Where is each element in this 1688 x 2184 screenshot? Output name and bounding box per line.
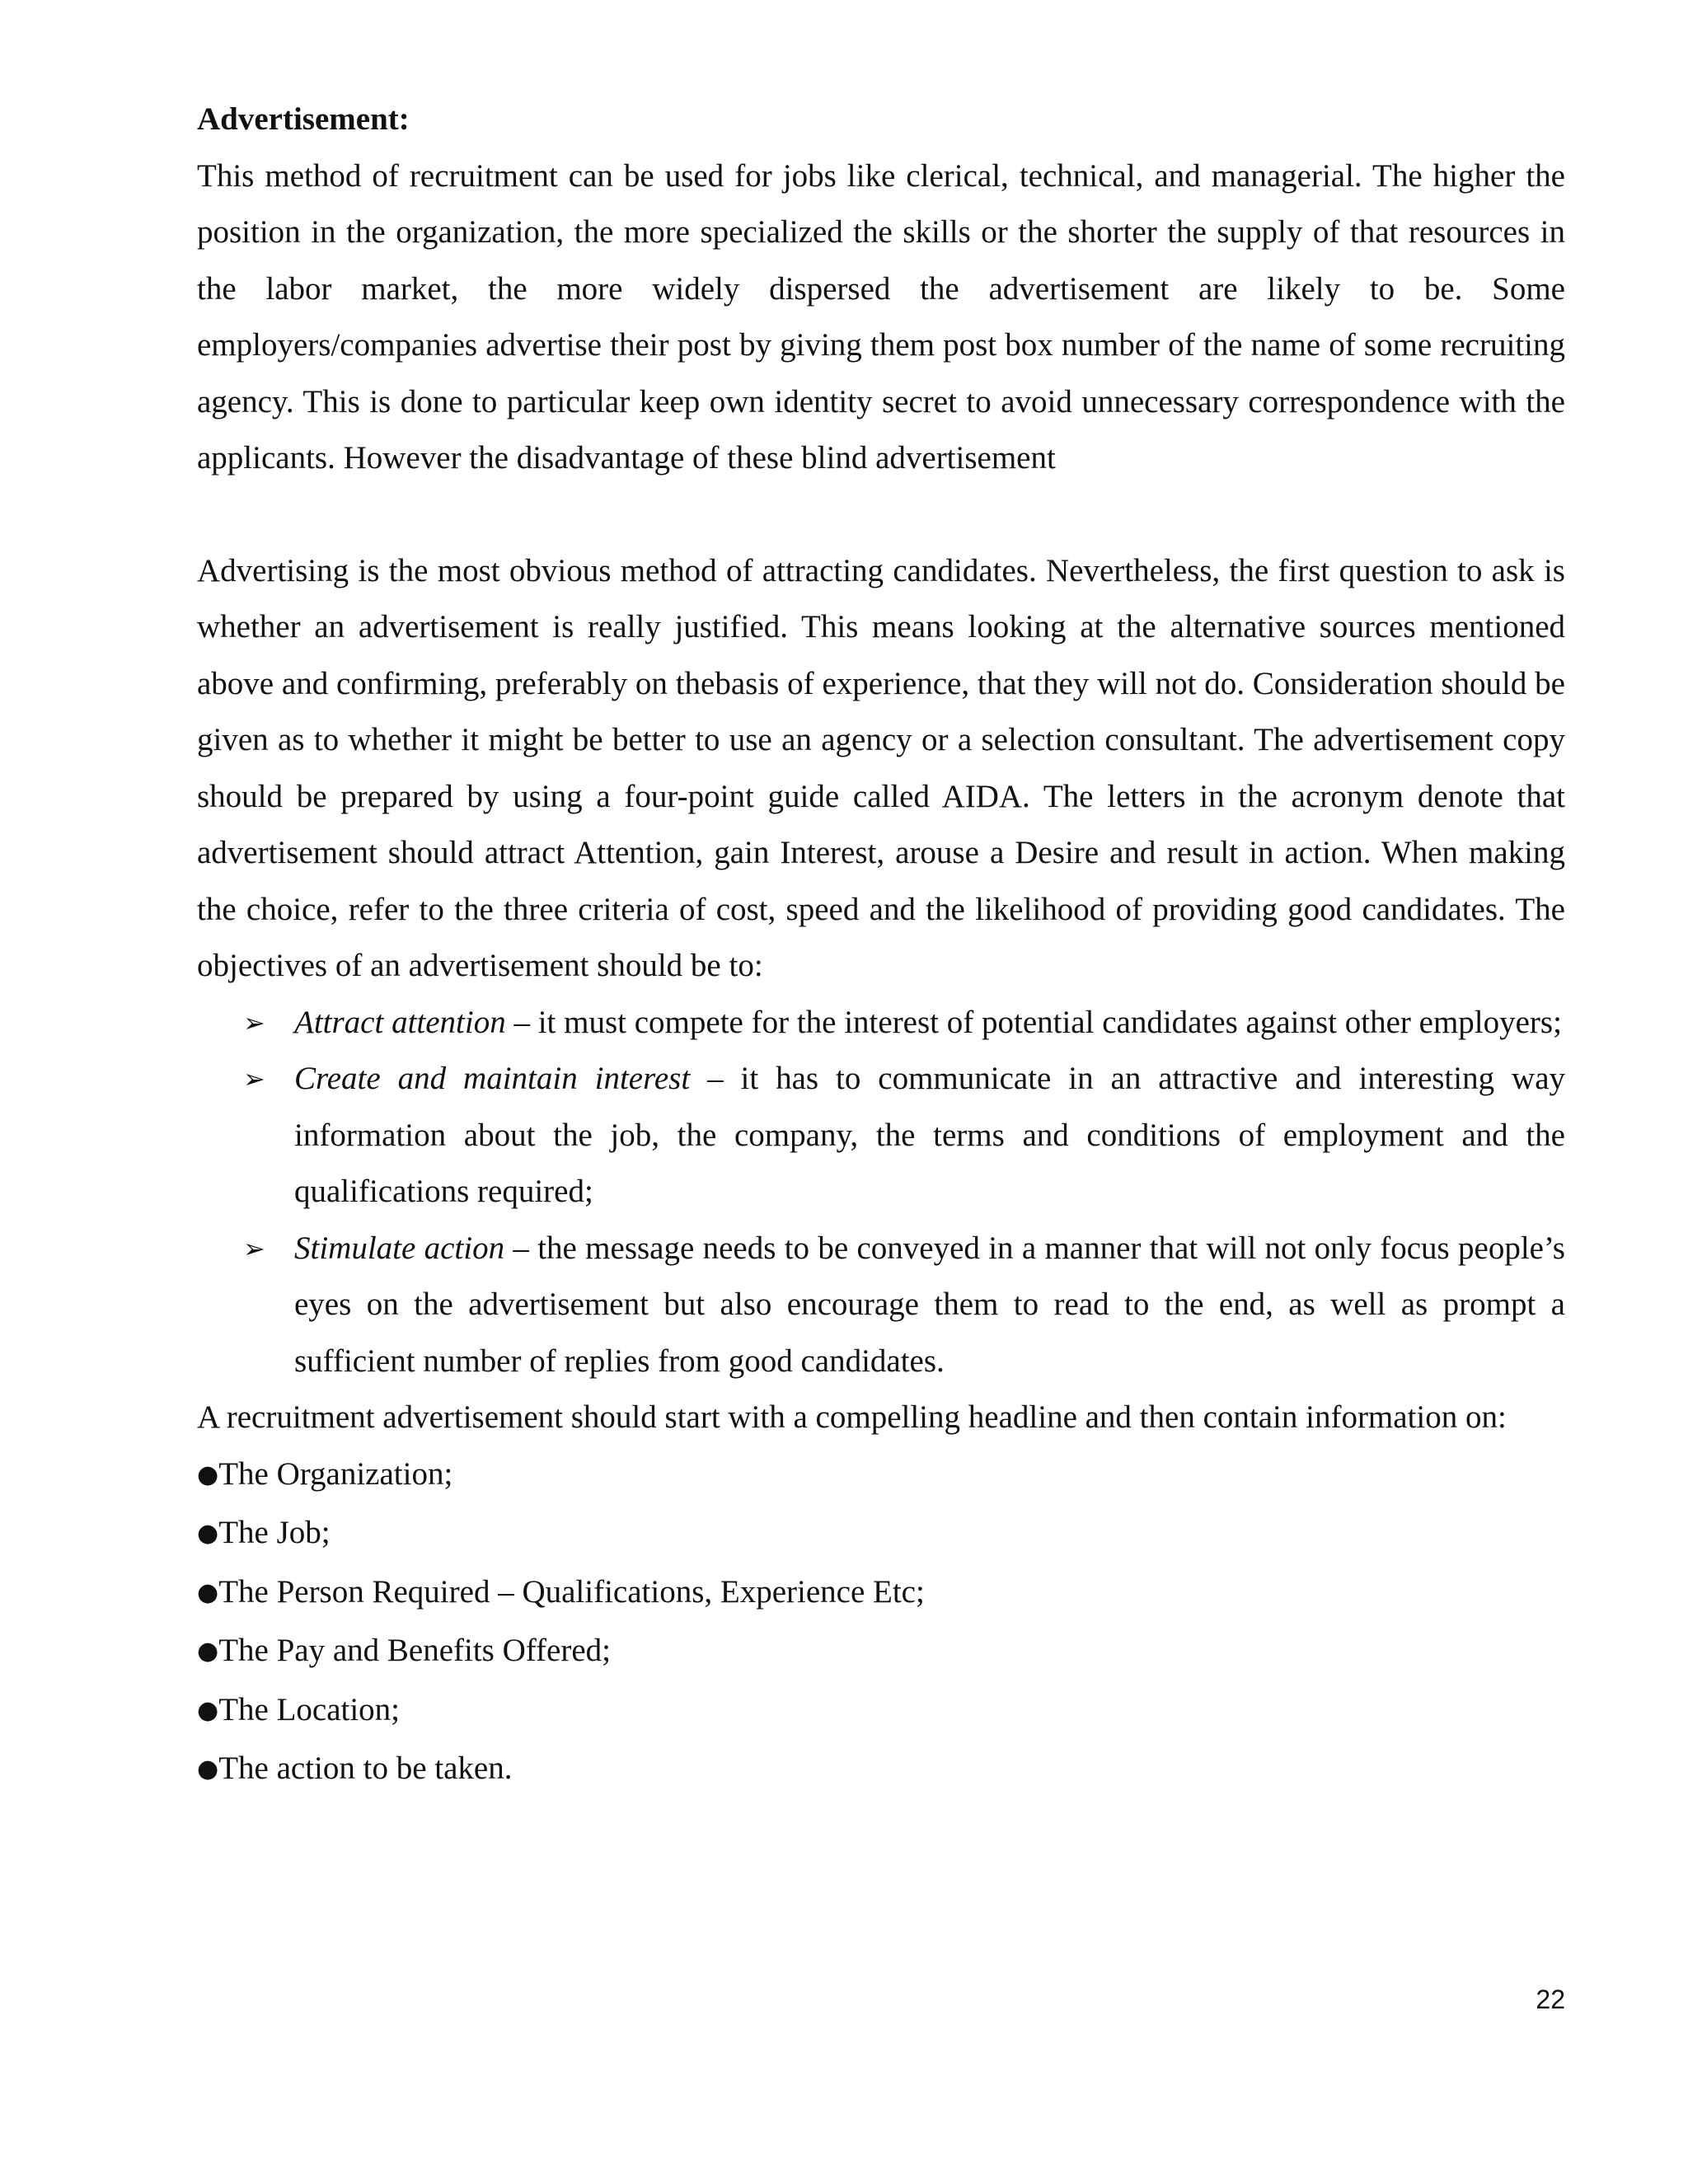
objective-term: Attract attention bbox=[294, 1004, 506, 1040]
objective-text: – it must compete for the interest of potential candidates against other employers; bbox=[505, 1004, 1562, 1040]
objective-term: Stimulate action bbox=[294, 1230, 505, 1266]
paragraph-advertisement-contents: A recruitment advertisement should start with a compelling headline and then contain information on: bbox=[197, 1399, 1507, 1435]
arrow-bullet-icon: ➢ bbox=[243, 1006, 265, 1038]
information-item bbox=[197, 1623, 1565, 1682]
information-item-text: The Pay and Benefits Offered; bbox=[218, 1633, 611, 1668]
information-item bbox=[197, 1446, 1565, 1506]
information-item-text: The Person Required – Qualifications, Experience Etc; bbox=[218, 1573, 925, 1610]
arrow-bullet-icon: ➢ bbox=[243, 1232, 265, 1264]
objective-item bbox=[197, 1221, 1565, 1390]
objectives-list bbox=[197, 995, 1565, 1390]
objective-item bbox=[197, 995, 1565, 1052]
information-item bbox=[197, 1505, 1565, 1564]
paragraph-method-description: This method of recruitment can be used for jobs like clerical, technical, and managerial. The higher the position in the organization, the more specialized the skills or the shorter the supply of that resources in the labor market, the more widely dispersed the advertisement are likely to be. Some employers/companies advertise their post by giving them post box number of the name of some recruiting agency. This is done to particular keep own identity secret to avoid unnecessary correspondence with the applicants. However the disadvantage of these blind advertisement bbox=[197, 157, 1565, 476]
section-heading: Advertisement: bbox=[197, 101, 410, 137]
dot-bullet-icon: ● bbox=[197, 1460, 219, 1489]
arrow-bullet-icon: ➢ bbox=[243, 1063, 265, 1094]
paragraph-advertising-aida: Advertising is the most obvious method of attracting candidates. Nevertheless, the first question to ask is whether an advertisement is really justified. This means looking at the alternative sources mentioned above and confirming, preferably on thebasis of experience, that they will not do. Consideration should be given as to whether it might be better to use an agency or a selection consultant. The advertisement copy should be prepared by using a four-point guide called AIDA. The letters in the acronym denote that advertisement should attract Attention, gain Interest, arouse a Desire and result in action. When making the choice, refer to the three criteria of cost, speed and the likelihood of providing good candidates. The objectives of an advertisement should be to: bbox=[197, 552, 1565, 983]
objective-term: Create and maintain interest bbox=[294, 1061, 691, 1096]
objective-text: – the message needs to be conveyed in a manner that will not only focus people’s eyes on the advertisement but also encourage them to read to the end, as well as prompt a sufficient number of replies from good candidates. bbox=[294, 1230, 1565, 1379]
information-item-text: The action to be taken. bbox=[218, 1750, 513, 1786]
paragraph-spacer bbox=[197, 487, 1565, 543]
dot-bullet-icon: ● bbox=[197, 1577, 219, 1607]
information-item bbox=[197, 1564, 1565, 1624]
dot-bullet-icon: ● bbox=[197, 1695, 219, 1725]
information-item bbox=[197, 1741, 1565, 1800]
dot-bullet-icon: ● bbox=[197, 1637, 219, 1666]
information-list bbox=[197, 1446, 1565, 1800]
page-number: 22 bbox=[1536, 1985, 1565, 2014]
objective-text: – it has to communicate in an attractive and interesting way information about the job, the company, the terms and conditions of employment and the qualifications required; bbox=[294, 1061, 1566, 1209]
information-item-text: The Job; bbox=[218, 1515, 331, 1550]
page-content bbox=[197, 91, 1565, 1800]
dot-bullet-icon: ● bbox=[197, 1755, 219, 1783]
information-item bbox=[197, 1682, 1565, 1741]
information-item-text: The Organization; bbox=[218, 1455, 453, 1492]
objective-item bbox=[197, 1051, 1565, 1221]
information-item-text: The Location; bbox=[218, 1691, 401, 1727]
dot-bullet-icon: ● bbox=[197, 1519, 219, 1548]
